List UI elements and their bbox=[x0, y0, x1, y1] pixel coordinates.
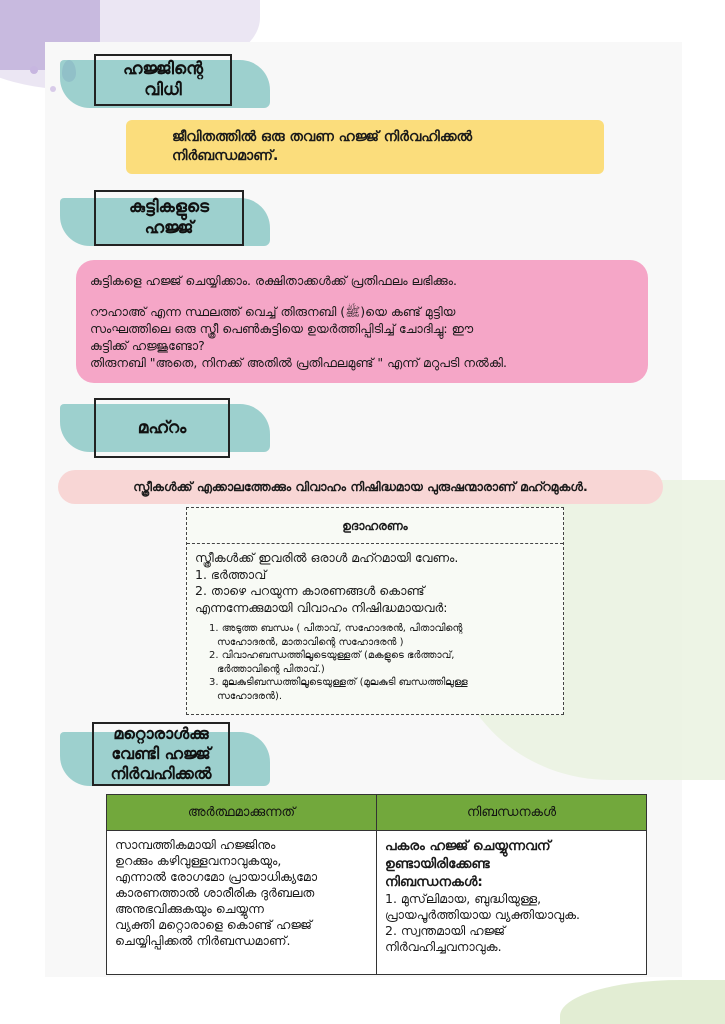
proxy-hajj-table bbox=[106, 794, 647, 975]
conditions-line: പ്രായപൂർത്തിയായ വ്യക്തിയാവുക. bbox=[385, 907, 581, 922]
meaning-line: അനുഭവിക്കുകയും ചെയ്യുന്ന bbox=[115, 901, 264, 916]
hajj-rule-box bbox=[126, 120, 604, 174]
heading-children-hajj bbox=[94, 190, 244, 246]
children-hajj-box bbox=[76, 260, 648, 383]
example-line: 1. ഭർത്താവ് bbox=[195, 566, 267, 582]
meaning-line: വ്യക്തി മറ്റൊരാളെ കൊണ്ട് ഹജ്ജ് bbox=[115, 917, 312, 932]
meaning-line: ഉറക്കും കഴിവുള്ളവനാവുകയും, bbox=[115, 853, 282, 868]
conditions-line: നിർവഹിച്ചവനാവുക. bbox=[385, 939, 502, 954]
heading-proxy-hajj bbox=[92, 722, 230, 786]
heading-hajj-rule bbox=[94, 54, 232, 106]
heading-mahram bbox=[94, 398, 230, 458]
example-subline: സഹോദരൻ). bbox=[217, 690, 283, 702]
background-green-corner bbox=[560, 980, 725, 1024]
heading-mahram-text: മഹ്റം bbox=[137, 417, 187, 438]
conditions-heading-line: നിബന്ധനകൾ: bbox=[385, 874, 483, 890]
example-line: എന്നന്നേക്കുമായി വിവാഹം നിഷിദ്ധമായവർ: bbox=[195, 599, 448, 615]
meaning-line: എന്നാൽ രോഗമോ പ്രായാധിക്യമോ bbox=[115, 869, 318, 884]
example-subline: 3. മുലകുടിബന്ധത്തിലൂടെയുള്ളത് (മുലകുടി ബന്ധത്തിലുള്ള bbox=[209, 677, 468, 688]
heading-proxy-hajj-text: മറ്റൊരാൾക്കു വേണ്ടി ഹജ്ജ് നിർവഹിക്കൽ bbox=[110, 724, 212, 783]
example-line: 2. താഴെ പറയുന്ന കാരണങ്ങൾ കൊണ്ട് bbox=[195, 583, 425, 598]
children-hajj-line: കുട്ടിക്ക് ഹജ്ജുണ്ടോ? bbox=[90, 338, 205, 353]
example-subline: 2. വിവാഹബന്ധത്തിലൂടെയുള്ളത് (മകളുടെ ഭർത്താവ്, bbox=[209, 650, 455, 661]
example-subline: ഭർത്താവിന്റെ പിതാവ്.) bbox=[217, 663, 325, 675]
heading-children-hajj-text: കുട്ടികളുടെ ഹജ്ജ് bbox=[128, 197, 210, 238]
table-cell-conditions bbox=[377, 831, 647, 975]
example-title: ഉദാഹരണം bbox=[187, 508, 563, 544]
dot-decoration bbox=[50, 86, 56, 92]
conditions-heading-line: പകരം ഹജ്ജ് ചെയ്യുന്നവന് bbox=[385, 838, 551, 854]
dot-decoration bbox=[30, 66, 38, 74]
example-body bbox=[187, 544, 563, 703]
heading-hajj-rule-text: ഹജ്ജിന്റെ വിധി bbox=[122, 59, 204, 100]
conditions-line: 1. മുസ്‌ലിമായ, ബുദ്ധിയുള്ള, bbox=[385, 891, 542, 906]
hajj-rule-text: ജീവിതത്തിൽ ഒരു തവണ ഹജ്ജ് നിർവഹിക്കൽ നിർബന്ധമാണ്. bbox=[172, 129, 473, 164]
meaning-line: ചെയ്യിപ്പിക്കൽ നിർബന്ധമാണ്. bbox=[115, 933, 291, 948]
table-cell-meaning bbox=[107, 831, 377, 975]
table-row bbox=[107, 831, 647, 975]
mahram-definition: സ്ത്രീകൾക്ക് എക്കാലത്തേക്കും വിവാഹം നിഷിദ്ധമായ പുരുഷന്മാരാണ് മഹ്റമുകൾ. bbox=[58, 470, 663, 504]
table-header-conditions: നിബന്ധനകൾ bbox=[377, 795, 647, 831]
conditions-line: 2. സ്വന്തമായി ഹജ്ജ് bbox=[385, 923, 506, 938]
table-header-meaning: അർത്ഥമാക്കുന്നത് bbox=[107, 795, 377, 831]
children-hajj-line: തിരുനബി "അതെ, നിനക്ക് അതിൽ പ്രതിഫലമുണ്ട് " എന്ന് മറുപടി നൽകി. bbox=[90, 355, 507, 370]
example-subline: 1. അടുത്ത ബന്ധം ( പിതാവ്, സഹോദരൻ, പിതാവിന്റെ bbox=[209, 623, 463, 634]
conditions-heading-line: ഉണ്ടായിരിക്കേണ്ട bbox=[385, 856, 490, 872]
example-sublist bbox=[195, 616, 553, 703]
example-box bbox=[186, 507, 564, 715]
meaning-line: സാമ്പത്തികമായി ഹജ്ജിനും bbox=[115, 837, 276, 852]
example-line: സ്ത്രീകൾക്ക് ഇവരിൽ ഒരാൾ മഹ്റമായി വേണം. bbox=[195, 550, 459, 565]
example-subline: സഹോദരൻ, മാതാവിന്റെ സഹോദരൻ ) bbox=[217, 636, 404, 648]
children-hajj-line: റൗഹാഅ് എന്ന സ്ഥലത്ത് വെച്ച് തിരുനബി (ﷺ)യെ കണ്ട് മുട്ടിയ bbox=[90, 304, 456, 319]
children-hajj-line: കുട്ടികളെ ഹജ്ജ് ചെയ്യിക്കാം. രക്ഷിതാക്കൾക്ക് പ്രതിഫലം ലഭിക്കും. bbox=[90, 273, 457, 288]
meaning-line: കാരണത്താൽ ശാരീരിക ദുർബലത bbox=[115, 885, 315, 900]
children-hajj-line: സംഘത്തിലെ ഒരു സ്ത്രീ പെൺകുട്ടിയെ ഉയർത്തിപ്പിടിച്ച് ചോദിച്ചു: ഈ bbox=[90, 321, 474, 336]
